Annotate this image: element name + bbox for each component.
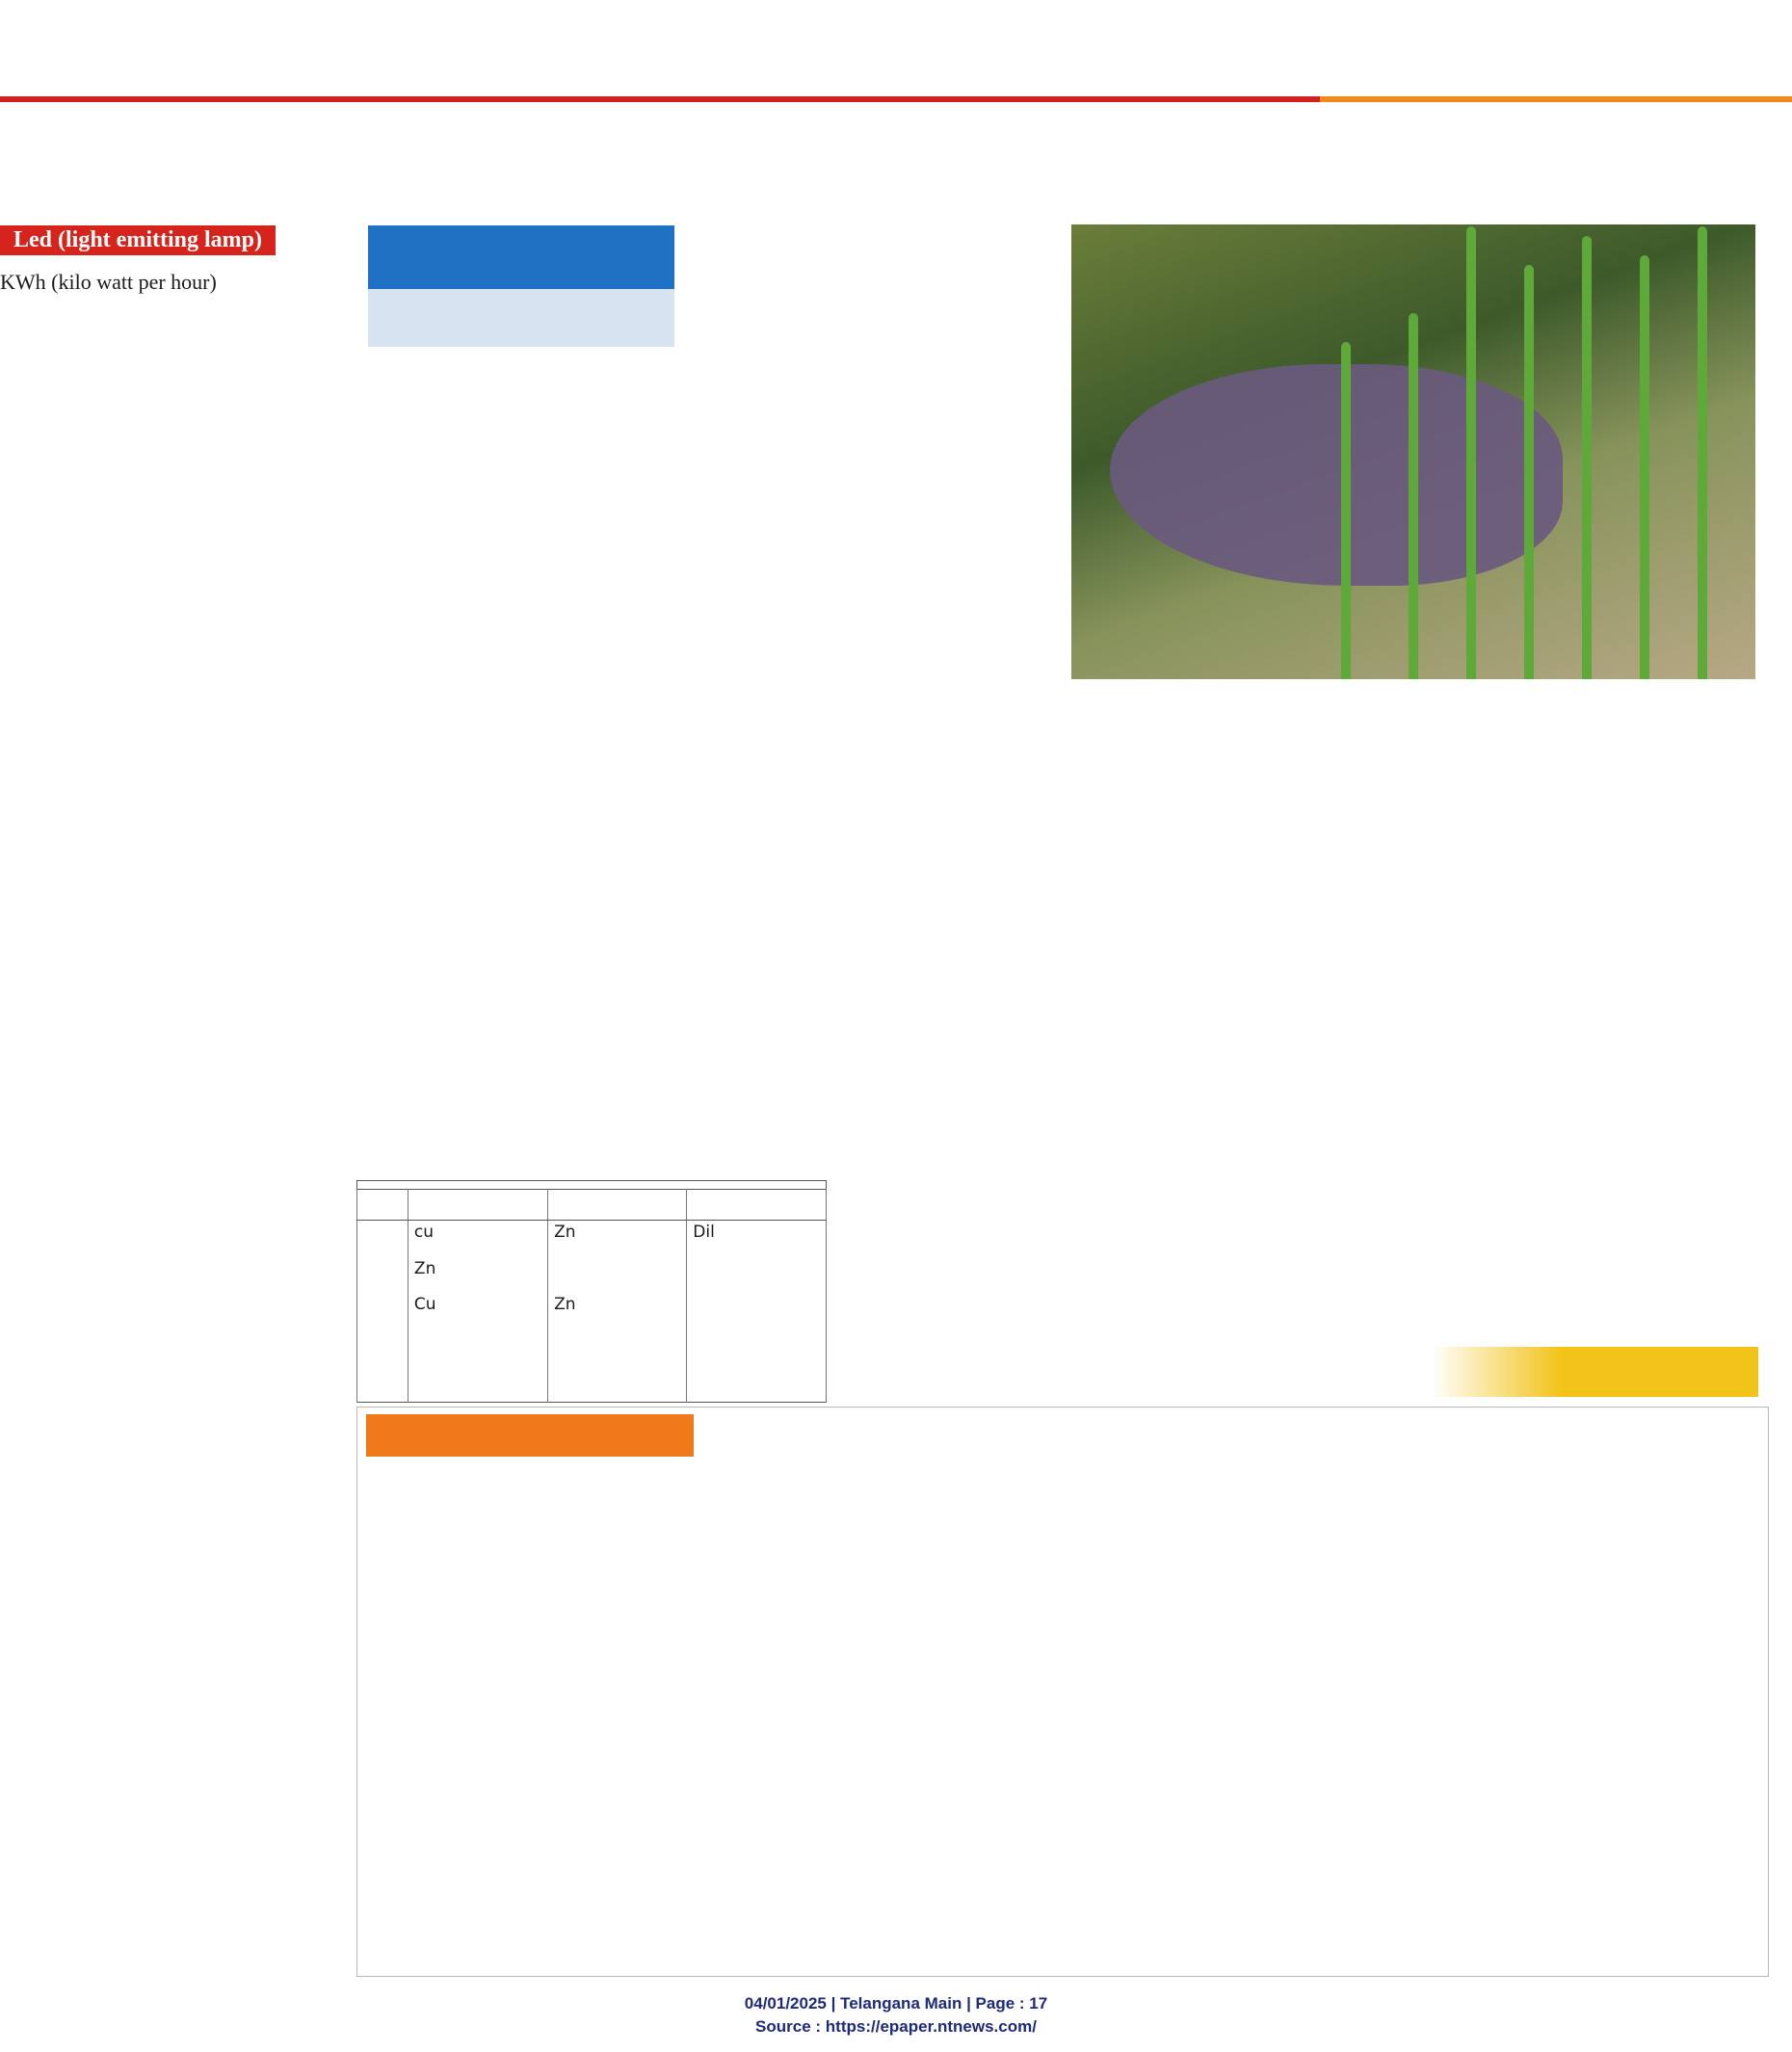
masthead-rule-red xyxy=(0,96,1320,102)
footer-date-line: 04/01/2025 | Telangana Main | Page : 17 xyxy=(744,1994,1048,2013)
table-header xyxy=(687,1190,827,1221)
column-5 xyxy=(1067,686,1399,1380)
masthead-rule-orange xyxy=(1320,96,1792,102)
table-cell xyxy=(357,1221,408,1257)
table-cell xyxy=(408,1329,547,1366)
tet-special-box xyxy=(368,225,674,351)
table-row xyxy=(357,1329,827,1366)
table-cell xyxy=(357,1365,408,1402)
footer-source-line: Source : https://epaper.ntnews.com/ xyxy=(755,2017,1037,2036)
column-2 xyxy=(355,358,692,1168)
grass-blade xyxy=(1341,342,1351,679)
eel-shape xyxy=(1110,364,1563,586)
table-header xyxy=(408,1190,547,1221)
table-cell: Zn xyxy=(408,1257,547,1294)
table-cell xyxy=(408,1365,547,1402)
table-cell xyxy=(357,1293,408,1329)
table-cell: Cu xyxy=(408,1293,547,1329)
table-row xyxy=(357,1293,827,1329)
tet-label xyxy=(368,225,674,289)
credit-badge xyxy=(1431,1347,1758,1397)
table-row xyxy=(357,1221,827,1257)
table-cell: Zn xyxy=(548,1221,687,1257)
table-row xyxy=(357,1365,827,1402)
table-caption xyxy=(356,1180,827,1189)
bottom-column-4 xyxy=(1418,1416,1755,1965)
masthead-title xyxy=(0,0,1792,96)
table-cell: Zn xyxy=(548,1293,687,1329)
headline xyxy=(0,114,1792,210)
table-cell: Dil xyxy=(687,1221,827,1257)
primary-cells-table xyxy=(356,1180,827,1403)
bottom-column-1 xyxy=(366,1464,694,1965)
generation-methods-tag xyxy=(366,1414,694,1457)
table-cell xyxy=(357,1329,408,1366)
grass-blade xyxy=(1524,265,1534,679)
bottom-column-2 xyxy=(717,1416,1048,1965)
table-cell xyxy=(687,1365,827,1402)
table-cell xyxy=(548,1365,687,1402)
table-header xyxy=(357,1190,408,1221)
table-cell xyxy=(357,1257,408,1294)
table-header xyxy=(548,1190,687,1221)
grass-blade xyxy=(1409,313,1418,679)
grass-blade xyxy=(1640,255,1649,679)
table-cell: cu xyxy=(408,1221,547,1257)
grass-blade xyxy=(1466,226,1476,679)
table-cell xyxy=(548,1257,687,1294)
table-cell xyxy=(687,1329,827,1366)
grass-blade xyxy=(1698,226,1707,679)
table-cell xyxy=(687,1293,827,1329)
table-row xyxy=(357,1257,827,1294)
table-cell xyxy=(548,1329,687,1366)
electric-eel-photo xyxy=(1071,224,1755,679)
led-heading: Led (light emitting lamp) xyxy=(0,225,276,255)
page-footer xyxy=(0,1992,1792,2042)
grass-blade xyxy=(1582,236,1592,679)
bottom-column-3 xyxy=(1067,1416,1399,1965)
physics-label xyxy=(368,289,674,347)
kwh-unit: KWh (kilo watt per hour) xyxy=(0,270,217,294)
column-6 xyxy=(1424,686,1755,1341)
table-cell xyxy=(687,1257,827,1294)
column-led xyxy=(0,225,333,1979)
